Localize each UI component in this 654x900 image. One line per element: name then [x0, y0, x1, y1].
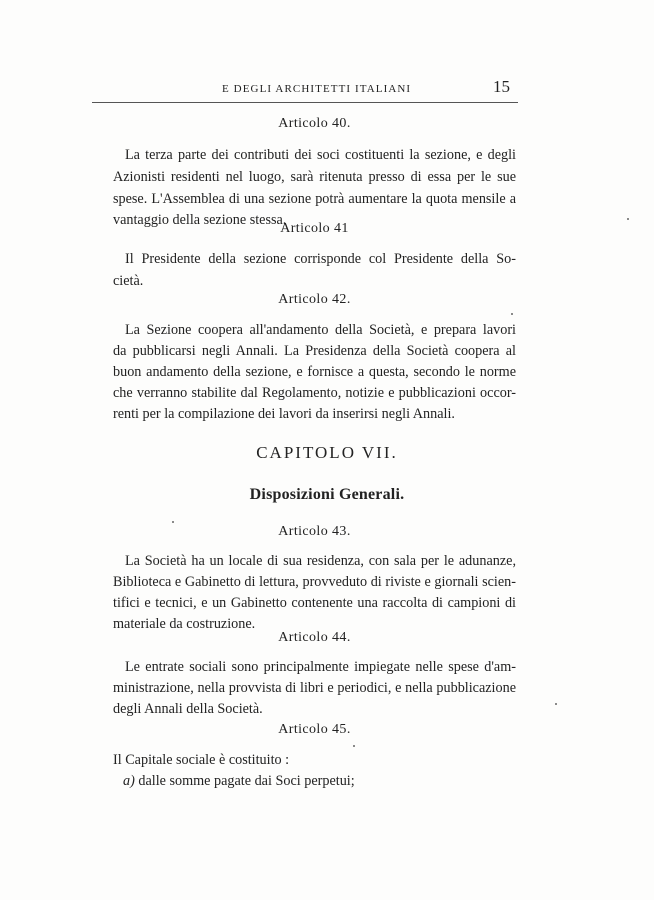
scan-speck [172, 521, 174, 523]
list-item-text: dalle somme pagate dai Soci perpetui; [138, 773, 355, 789]
paragraph-line: Il Capitale sociale è costituito : [113, 752, 290, 768]
paragraph-line: buon andamento della sezione, e fornisce a questa, secondo le norme [113, 364, 516, 380]
article-45 [113, 722, 516, 792]
article-42 [113, 292, 516, 422]
scan-speck [511, 313, 513, 315]
scan-speck [555, 703, 557, 705]
paragraph-line: cietà. [113, 273, 144, 289]
article-title: Articolo 42. [278, 292, 351, 307]
article-43 [113, 524, 516, 632]
list-item [123, 773, 355, 790]
article-title: Articolo 40. [278, 116, 351, 131]
article-44 [113, 630, 516, 717]
article-title: Articolo 44. [278, 630, 351, 645]
paragraph-line: che verranno stabilite dal Regolamento, notizie e pubblicazioni occor- [113, 385, 516, 401]
paragraph-line: renti per la compilazione dei lavori da inserirsi negli Annali. [113, 406, 455, 422]
paragraph-line: da pubblicarsi negli Annali. La Presidenza della Società coopera al [113, 343, 516, 359]
paragraph-line: La terza parte dei contributi dei soci costituenti la sezione, e degli [125, 147, 516, 163]
paragraph-line: spese. L'Assemblea di una sezione potrà aumentare la quota mensile a [113, 191, 516, 207]
paragraph-line: Azionisti residenti nel luogo, sarà ritenuta presso di essa per le sue [113, 169, 516, 185]
article-41 [113, 220, 516, 290]
running-title: E DEGLI ARCHITETTI ITALIANI [222, 83, 412, 95]
paragraph-line: tifici e tecnici, e un Gabinetto contenente una raccolta di campioni di [113, 595, 516, 611]
paragraph-line: La Società ha un locale di sua residenza, con sala per le adunanze, [125, 553, 516, 569]
list-marker: a) [123, 773, 135, 789]
paragraph-line: Biblioteca e Gabinetto di lettura, provveduto di riviste e giornali scien- [113, 574, 516, 590]
scan-speck [627, 218, 629, 220]
paragraph-line: Il Presidente della sezione corrisponde col Presidente della So- [125, 251, 516, 267]
running-header [92, 76, 518, 103]
article-title: Articolo 45. [278, 722, 351, 737]
chapter-title: CAPITOLO VII. [256, 443, 398, 462]
paragraph-line: ministrazione, nella provvista di libri e periodici, e nella pubblicazione [113, 680, 516, 696]
paragraph-line: vantaggio della sezione stessa. [113, 212, 287, 228]
paragraph-line: La Sezione coopera all'andamento della Società, e prepara lavori [125, 322, 516, 338]
article-title: Articolo 43. [278, 524, 351, 539]
article-title: Articolo 41 [280, 221, 349, 236]
scan-speck [353, 745, 355, 747]
section-title: Disposizioni Generali. [249, 486, 405, 503]
article-40 [113, 116, 516, 228]
paragraph-line: Le entrate sociali sono principalmente impiegate nelle spese d'am- [125, 659, 516, 675]
paragraph-line: degli Annali della Società. [113, 701, 263, 717]
page-number: 15 [493, 77, 510, 96]
paragraph-line: materiale da costruzione. [113, 616, 256, 632]
